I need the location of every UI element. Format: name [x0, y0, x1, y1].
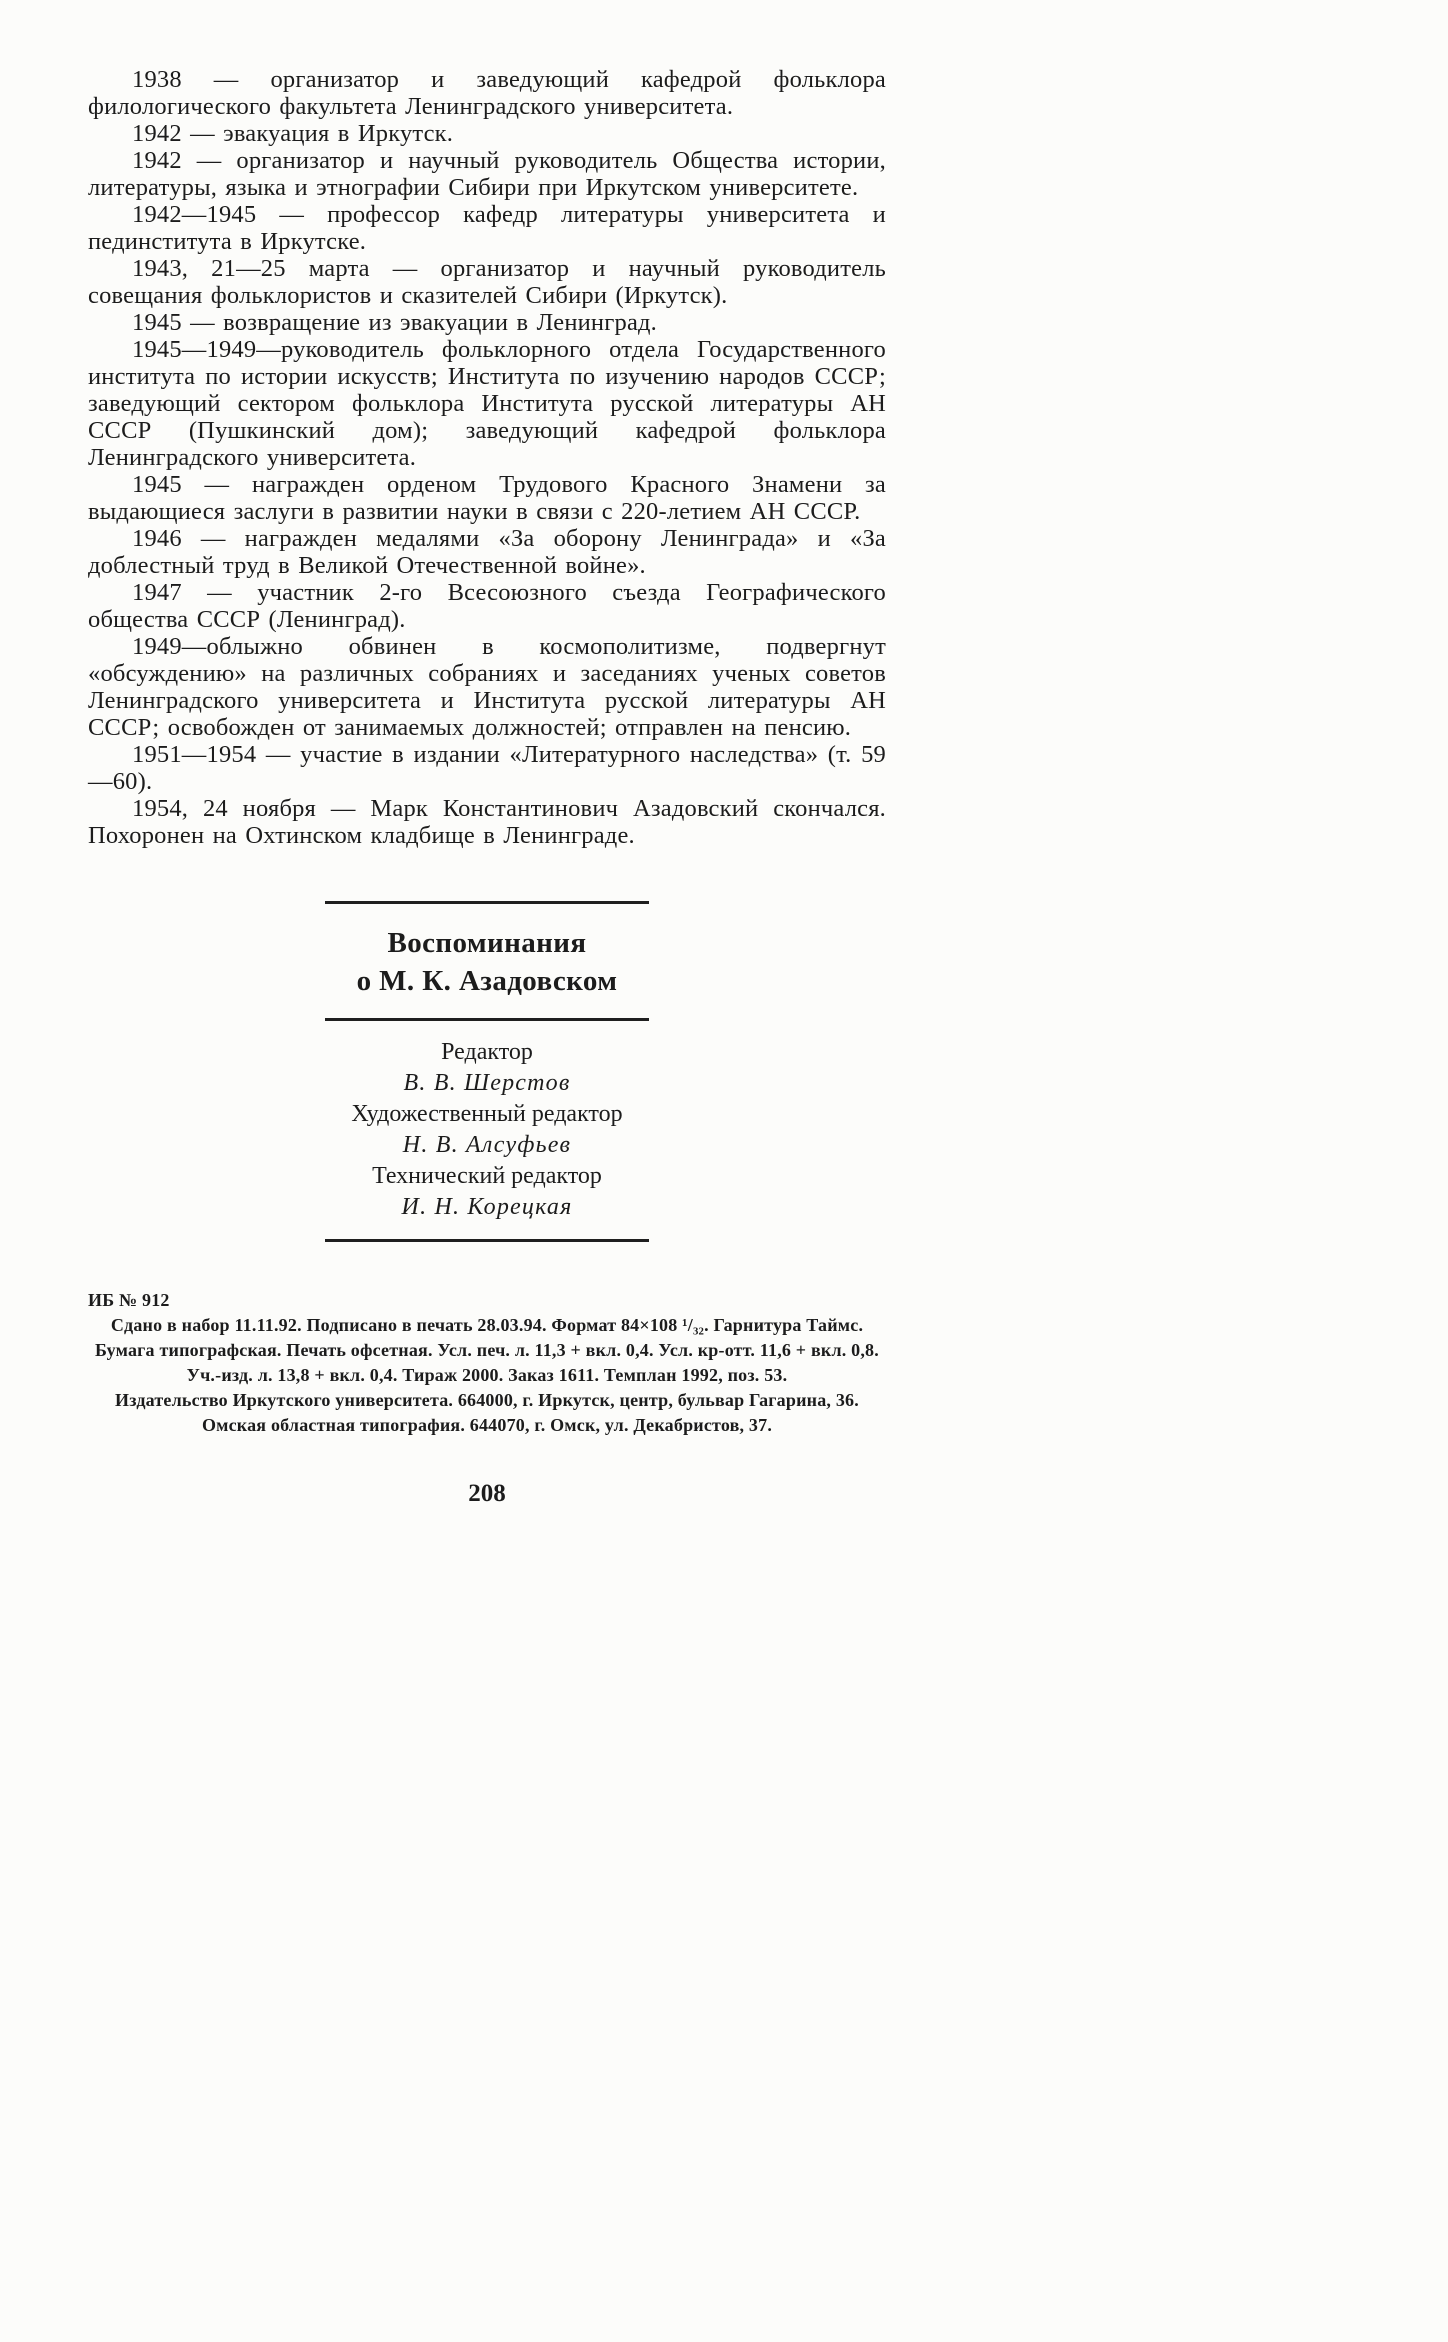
staff-name-editor: В. В. Шерстов: [403, 1070, 571, 1096]
colophon-line: ИБ № 912: [88, 1290, 170, 1310]
chronology-paragraph: 1942—1945 — профессор кафедр литературы университета и пединститута в Иркутске.: [88, 201, 886, 255]
chronology-paragraph: 1945—1949—руководитель фольклорного отдела Государственного института по истории искусств; Института по изучению народов СССР; заведующий сектором фольклора Института русской литературы АН СССР (Пушкинский дом); заведующий кафедрой фольклора Ленинградского университета.: [88, 336, 886, 471]
chronology-paragraph: 1949—облыжно обвинен в космополитизме, подвергнут «обсуждению» на различных собраниях и заседаниях ученых советов Ленинградского университета и Института русской литературы АН СССР; освобожден от занимаемых должностей; отправлен на пенсию.: [88, 633, 886, 741]
staff-name-technical-editor: И. Н. Корецкая: [401, 1194, 573, 1220]
page-number: 208: [468, 1480, 506, 1507]
colophon-line: Уч.-изд. л. 13,8 + вкл. 0,4. Тираж 2000. Заказ 1611. Темплан 1992, поз. 53.: [186, 1365, 788, 1385]
divider-rule-top: [325, 901, 649, 904]
divider-rule-bottom: [325, 1239, 649, 1242]
staff-role-editor: Редактор: [441, 1039, 533, 1065]
page-content: [88, 66, 886, 1508]
chronology-paragraph: 1954, 24 ноября — Марк Константинович Азадовский скончался. Похоронен на Охтинском кладбище в Ленинграде.: [88, 795, 886, 849]
chronology-paragraph: 1942 — эвакуация в Иркутск.: [132, 120, 454, 147]
book-title-line-1: Воспоминания: [387, 927, 587, 959]
chronology-paragraph: 1946 — награжден медалями «За оборону Ленинграда» и «За доблестный труд в Великой Отечественной войне».: [88, 525, 886, 579]
chronology-section: [88, 66, 886, 849]
colophon-line: Омская областная типография. 644070, г. Омск, ул. Декабристов, 37.: [201, 1415, 773, 1435]
colophon-block: [88, 1288, 886, 1438]
book-title-line-2: о М. К. Азадовском: [356, 965, 618, 997]
staff-role-art-editor: Художественный редактор: [351, 1101, 623, 1127]
chronology-paragraph: 1951—1954 — участие в издании «Литературного наследства» (т. 59—60).: [88, 741, 886, 795]
chronology-paragraph: 1945 — возвращение из эвакуации в Ленинград.: [132, 309, 658, 336]
chronology-paragraph: 1942 — организатор и научный руководитель Общества истории, литературы, языка и этнографии Сибири при Иркутском университете.: [88, 147, 886, 201]
title-block: [88, 924, 886, 1000]
chronology-paragraph: 1943, 21—25 марта — организатор и научный руководитель совещания фольклористов и сказителей Сибири (Иркутск).: [88, 255, 886, 309]
staff-block: [88, 1037, 886, 1223]
divider-rule-middle: [325, 1018, 649, 1021]
chronology-paragraph: 1945 — награжден орденом Трудового Красного Знамени за выдающиеся заслуги в развитии науки в связи с 220-летием АН СССР.: [88, 471, 886, 525]
colophon-line: Издательство Иркутского университета. 664000, г. Иркутск, центр, бульвар Гагарина, 36.: [115, 1390, 859, 1410]
chronology-paragraph: 1947 — участник 2-го Всесоюзного съезда Географического общества СССР (Ленинград).: [88, 579, 886, 633]
staff-name-art-editor: Н. В. Алсуфьев: [402, 1132, 572, 1158]
colophon-line: Бумага типографская. Печать офсетная. Усл. печ. л. 11,3 + вкл. 0,4. Усл. кр-отт. 11,6 + вкл. 0,8.: [95, 1340, 879, 1360]
chronology-paragraph: 1938 — организатор и заведующий кафедрой фольклора филологического факультета Ленинградского университета.: [88, 66, 886, 120]
colophon-line: Сдано в набор 11.11.92. Подписано в печать 28.03.94. Формат 84×108 ¹/₃₂. Гарнитура Таймс.: [110, 1315, 864, 1335]
staff-role-technical-editor: Технический редактор: [372, 1163, 602, 1189]
